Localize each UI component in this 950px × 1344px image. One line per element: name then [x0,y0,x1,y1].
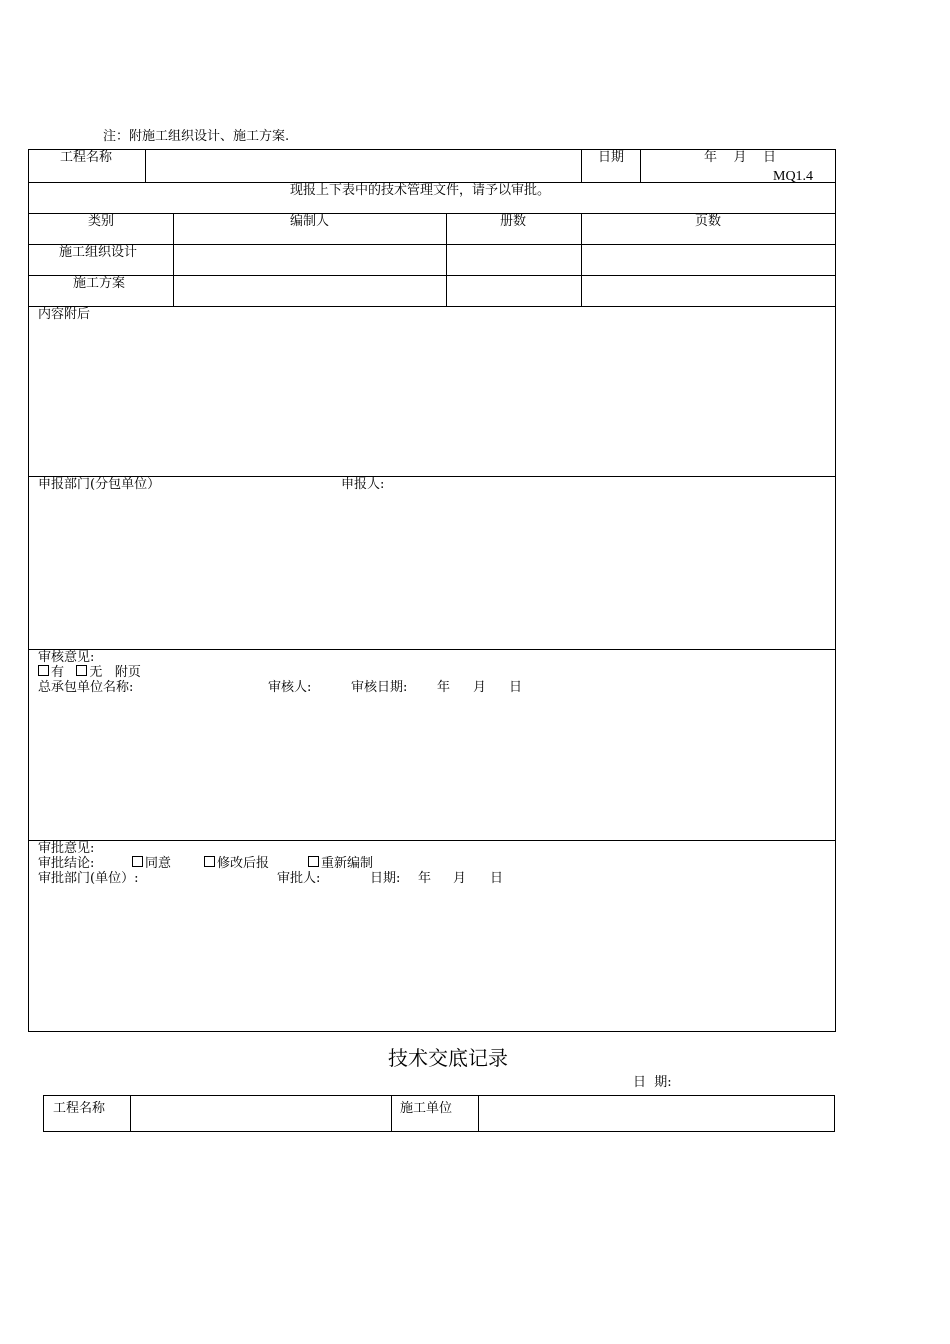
review-opinion-label: 审核意见: [38,650,95,665]
divider [28,306,836,307]
author-field[interactable] [175,277,445,305]
approval-day: 日 [490,871,504,886]
form2-date-label: 日 期: [633,1075,672,1090]
no-label: 无 [89,665,103,680]
project-name-label: 工程名称 [60,150,113,165]
review-area[interactable] [30,698,834,838]
volumes-field[interactable] [448,277,580,305]
approval-month: 月 [453,871,467,886]
form-code: MQ1.4 [773,169,814,184]
pages-field[interactable] [583,277,834,305]
modify-option [204,856,269,871]
date-label: 日期 [598,150,625,165]
divider [28,244,836,245]
author-field[interactable] [175,246,445,274]
row-category-org-design: 施工组织设计 [59,245,138,260]
row-category-plan: 施工方案 [73,276,126,291]
review-attachment-options [38,665,141,680]
form2-project-name-field[interactable] [132,1097,390,1130]
review-day: 日 [509,680,523,695]
form2-title: 技术交底记录 [388,1046,508,1070]
divider [145,149,146,182]
divider [581,149,582,182]
volumes-field[interactable] [448,246,580,274]
divider [478,1095,479,1132]
review-date-label: 审核日期: [351,680,408,695]
attachment-label: 附页 [114,665,141,680]
approval-date-label: 日期: [370,871,401,886]
divider [28,649,836,650]
approval-area[interactable] [30,889,834,1029]
date-value[interactable]: 年 月 日 [704,150,777,165]
reviewer-label: 审核人: [268,680,312,695]
redo-label: 重新编制 [321,856,374,871]
divider [28,275,836,276]
approval-conclusion-label: 审批结论: [38,856,95,871]
divider [446,213,447,307]
form2-project-name-label: 工程名称 [53,1101,106,1116]
approver-label: 审批人: [277,871,321,886]
divider [28,840,836,841]
review-month: 月 [473,680,487,695]
pages-field[interactable] [583,246,834,274]
header-pages: 页数 [695,214,722,229]
divider [130,1095,131,1132]
submitter-label: 申报人: [341,477,385,492]
redo-option [308,856,373,871]
agree-option [132,856,171,871]
divider [581,213,582,307]
submission-area[interactable] [30,495,834,647]
divider [391,1095,392,1132]
no-checkbox[interactable] [76,665,87,676]
submit-dept-label: 申报部门(分包单位） [38,477,161,492]
divider [640,149,641,182]
yes-label: 有 [51,665,65,680]
yes-checkbox[interactable] [38,665,49,676]
project-name-field[interactable] [147,151,579,180]
note-text: 注：附施工组织设计、施工方案. [103,129,290,144]
header-author: 编制人 [290,214,330,229]
approval-opinion-label: 审批意见: [38,841,95,856]
contractor-label: 总承包单位名称: [38,680,134,695]
header-volumes: 册数 [500,214,527,229]
form2-construction-unit-label: 施工单位 [400,1101,453,1116]
content-label: 内容附后 [38,307,91,322]
review-year: 年 [437,680,451,695]
modify-label: 修改后报 [217,856,270,871]
approval-year: 年 [418,871,432,886]
agree-checkbox[interactable] [132,856,143,867]
divider [173,213,174,307]
form2-construction-unit-field[interactable] [480,1097,833,1130]
redo-checkbox[interactable] [308,856,319,867]
header-category: 类别 [88,214,115,229]
approval-dept-label: 审批部门(单位）: [38,871,139,886]
modify-checkbox[interactable] [204,856,215,867]
content-area[interactable] [30,324,834,474]
agree-label: 同意 [145,856,172,871]
statement-text: 现报上下表中的技术管理文件，请予以审批。 [290,183,551,198]
